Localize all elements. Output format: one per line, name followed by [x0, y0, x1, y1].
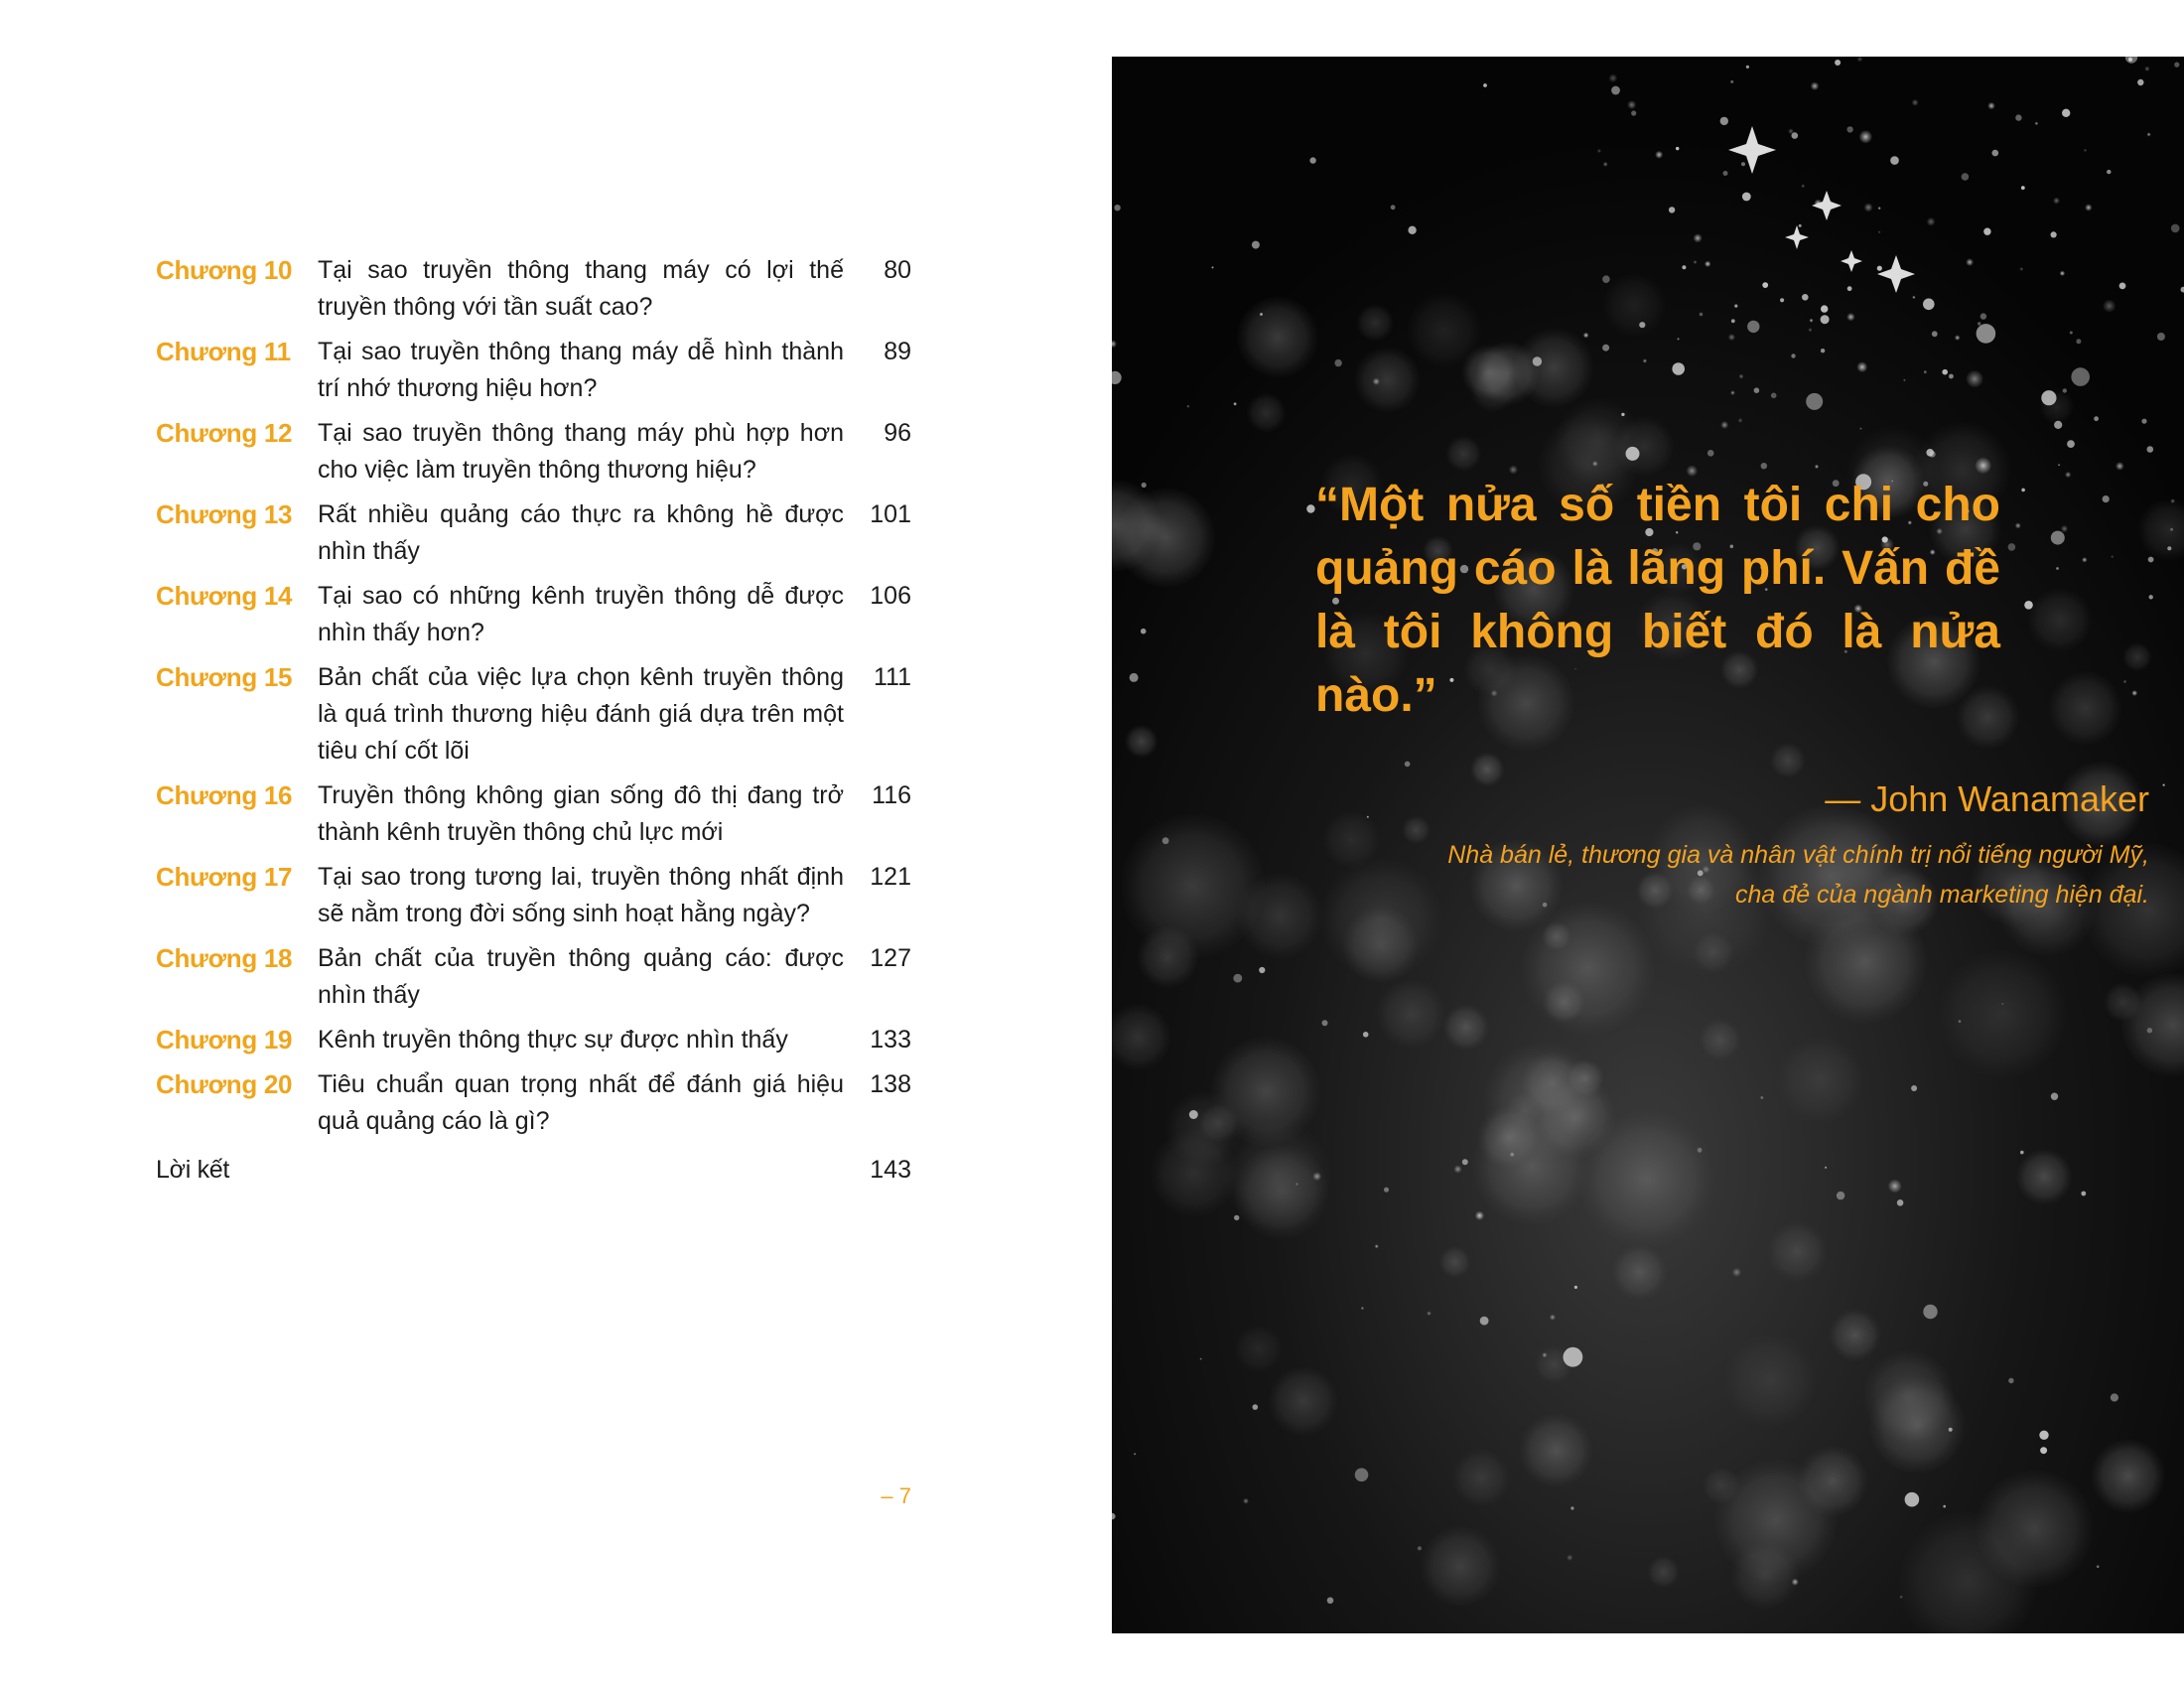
bokeh-orb	[1439, 1246, 1470, 1277]
bokeh-spark	[2141, 419, 2146, 424]
bokeh-spark	[1189, 1110, 1198, 1119]
bokeh-spark	[2041, 390, 2056, 405]
bokeh-orb	[1533, 1076, 1615, 1159]
bokeh-spark	[1809, 328, 1813, 332]
bokeh-spark	[1955, 335, 1960, 340]
bokeh-orb	[1612, 1244, 1668, 1300]
toc-entry	[156, 578, 911, 651]
bokeh-spark	[1877, 266, 1882, 271]
bokeh-spark	[1792, 1579, 1799, 1586]
bokeh-spark	[1835, 60, 1841, 66]
bokeh-spark	[1334, 359, 1341, 366]
bokeh-spark	[1306, 504, 1314, 512]
toc-page-number: 80	[884, 256, 911, 284]
bokeh-spark	[1259, 967, 1265, 973]
bokeh-spark	[2076, 339, 2081, 344]
toc-page-number: 116	[872, 781, 911, 809]
toc-entry-title: Tại sao truyền thông thang máy dễ hình thành trí nhớ thương hiệu hơn?	[318, 338, 844, 402]
bokeh-spark	[1792, 132, 1799, 139]
bokeh-spark	[1890, 156, 1899, 165]
bokeh-spark	[2170, 528, 2173, 531]
toc-chapter-label: Chương 17	[156, 862, 293, 892]
bokeh-spark	[1730, 390, 1735, 395]
bokeh-spark	[1905, 1492, 1920, 1507]
bokeh-spark	[1799, 224, 1802, 227]
bokeh-spark	[1626, 447, 1640, 461]
bokeh-spark	[1141, 629, 1147, 634]
toc-entry	[156, 659, 911, 770]
bokeh-spark	[1313, 1173, 1321, 1181]
bokeh-orb	[1237, 297, 1318, 378]
bokeh-spark	[2147, 132, 2151, 136]
toc-page-number: 143	[870, 1156, 911, 1184]
toc-entry	[156, 496, 911, 570]
quote-author: — John Wanamaker	[1825, 778, 2149, 819]
bokeh-orb	[1731, 1541, 1799, 1609]
toc-chapter-label: Chương 14	[156, 581, 293, 611]
bokeh-orb	[1211, 1037, 1320, 1146]
bokeh-spark	[1754, 387, 1760, 393]
toc-page-number: 106	[870, 582, 911, 610]
bokeh-spark	[1627, 100, 1636, 109]
bokeh-spark	[2051, 231, 2057, 237]
bokeh-spark	[2103, 300, 2116, 313]
bokeh-orb	[1797, 1446, 1867, 1516]
bokeh-spark	[1408, 226, 1416, 234]
bokeh-spark	[1811, 82, 1819, 90]
bokeh-spark	[1977, 324, 1996, 344]
bokeh-spark	[1791, 353, 1795, 357]
bokeh-spark	[2171, 224, 2180, 233]
bokeh-spark	[1592, 461, 1598, 467]
bokeh-spark	[2035, 122, 2039, 126]
toc-entry-title: Tại sao có những kênh truyền thông dễ được nhìn thấy hơn?	[318, 582, 844, 646]
bokeh-spark	[1966, 258, 1973, 265]
bokeh-spark	[2067, 440, 2075, 448]
toc-chapter-label: Chương 18	[156, 943, 293, 973]
toc-chapter-label: Chương 12	[156, 418, 293, 448]
toc-chapter-label: Chương 13	[156, 499, 293, 529]
bokeh-spark	[1186, 405, 1189, 408]
bokeh-spark	[1384, 1188, 1389, 1193]
bokeh-spark	[1980, 313, 1986, 319]
bokeh-spark	[1992, 150, 1999, 157]
bokeh-spark	[1738, 418, 1743, 423]
bokeh-spark	[1234, 1215, 1239, 1220]
bokeh-orb	[2104, 983, 2142, 1022]
bokeh-spark	[1542, 1352, 1547, 1357]
bokeh-orb	[1269, 1367, 1337, 1436]
bokeh-spark	[1639, 322, 1645, 328]
bokeh-orb	[1421, 1526, 1501, 1607]
bokeh-spark	[1943, 1505, 1946, 1508]
toc-page-number: 96	[884, 419, 911, 447]
bokeh-spark	[2094, 416, 2099, 421]
quote-photo-page	[1112, 57, 2184, 1633]
bokeh-spark	[2062, 109, 2070, 117]
bokeh-spark	[1978, 322, 1980, 325]
bokeh-spark	[1672, 362, 1685, 375]
bokeh-spark	[2107, 170, 2111, 174]
bokeh-spark	[1475, 1211, 1484, 1220]
toc-entry	[156, 334, 911, 407]
bokeh-spark	[1567, 1555, 1572, 1561]
bokeh-spark	[1212, 266, 1214, 268]
bokeh-spark	[2149, 595, 2153, 599]
toc-entry	[156, 1066, 911, 1140]
bokeh-spark	[2144, 67, 2149, 71]
bokeh-spark	[2051, 1093, 2058, 1100]
bokeh-spark	[2137, 79, 2143, 85]
bokeh-spark	[1669, 207, 1675, 212]
bokeh-orb	[1519, 1414, 1592, 1487]
bokeh-spark	[1682, 265, 1686, 269]
toc-page-number: 89	[884, 338, 911, 365]
bokeh-spark	[1676, 147, 1679, 150]
bokeh-orb	[1356, 304, 1393, 341]
bokeh-spark	[1899, 1596, 1902, 1599]
bokeh-spark	[1252, 241, 1260, 249]
bokeh-spark	[1243, 1498, 1249, 1504]
bokeh-spark	[1923, 299, 1935, 311]
toc-entry-title: Tiêu chuẩn quan trọng nhất để đánh giá hiệu quả quảng cáo là gì?	[318, 1070, 844, 1135]
bokeh-orb	[1829, 1309, 1880, 1360]
toc-entry	[156, 777, 911, 851]
bokeh-orb	[1452, 1450, 1510, 1507]
bokeh-spark	[1761, 463, 1767, 469]
bokeh-spark	[1959, 1020, 1962, 1023]
bokeh-orb	[1777, 1037, 1863, 1123]
table-of-contents	[156, 252, 911, 1196]
bokeh-spark	[1821, 305, 1828, 312]
bokeh-spark	[1837, 1192, 1844, 1199]
bokeh-spark	[2053, 198, 2060, 205]
bokeh-spark	[1742, 193, 1751, 202]
bokeh-spark	[1134, 1453, 1136, 1455]
quote-block	[1315, 474, 2149, 914]
bokeh-spark	[1373, 378, 1380, 385]
bokeh-spark	[1747, 321, 1759, 333]
bokeh-spark	[1949, 1428, 1953, 1432]
toc-entry	[156, 415, 911, 489]
bokeh-spark	[1732, 1268, 1741, 1277]
bokeh-spark	[1821, 349, 1825, 352]
bokeh-orb	[1125, 725, 1158, 758]
bokeh-spark	[1741, 162, 1745, 166]
toc-page-number: 127	[870, 944, 911, 972]
toc-page-number: 138	[870, 1070, 911, 1098]
bokeh-spark	[1760, 1096, 1763, 1099]
bokeh-spark	[1296, 1183, 1297, 1185]
bokeh-spark	[1806, 393, 1823, 410]
bokeh-spark	[2157, 333, 2165, 341]
bokeh-spark	[2015, 114, 2021, 120]
toc-entry	[156, 252, 911, 326]
bokeh-orb	[1556, 399, 1641, 485]
bokeh-spark	[1609, 74, 1617, 82]
toc-page-number: 101	[870, 500, 911, 528]
bokeh-orb	[1247, 393, 1286, 432]
bokeh-orb	[2016, 1149, 2072, 1204]
toc-entry-title: Kênh truyền thông thực sự được nhìn thấy	[318, 1026, 788, 1054]
bokeh-spark	[1746, 66, 1749, 69]
bokeh-spark	[1815, 465, 1819, 469]
bokeh-orb	[1237, 873, 1322, 958]
quote-text: “Một nửa số tiền tôi chi cho quảng cáo là lãng phí. Vấn đề là tôi không biết đó là nửa nào.”	[1315, 479, 2000, 722]
page-number-folio: – 7	[881, 1483, 911, 1508]
bokeh-spark	[1911, 1085, 1917, 1091]
bokeh-spark	[1723, 171, 1728, 176]
bokeh-spark	[1780, 298, 1784, 302]
bokeh-spark	[1130, 673, 1139, 682]
toc-chapter-label: Chương 10	[156, 255, 293, 285]
bokeh-spark	[1583, 333, 1588, 338]
bokeh-spark	[1932, 331, 1938, 337]
bokeh-spark	[2054, 421, 2062, 429]
bokeh-spark	[2063, 388, 2067, 392]
quote-description-line: cha đẻ của ngành marketing hiện đại.	[1735, 881, 2149, 909]
bokeh-spark	[1694, 260, 1698, 264]
bokeh-spark	[1361, 1307, 1364, 1310]
bokeh-orb	[1699, 1019, 1741, 1061]
bokeh-orb	[1648, 1556, 1680, 1588]
bokeh-spark	[1603, 162, 1608, 167]
bokeh-orb	[1939, 950, 2067, 1078]
bokeh-spark	[1912, 296, 1915, 299]
bokeh-spark	[2097, 1565, 2100, 1568]
toc-chapter-label: Chương 11	[156, 337, 291, 366]
bokeh-spark	[2081, 1192, 2086, 1196]
bokeh-spark	[1611, 86, 1620, 95]
bokeh-orb	[1603, 274, 1666, 337]
toc-entry	[156, 859, 911, 932]
bokeh-orb	[1767, 1222, 1827, 1282]
bokeh-orb	[1354, 348, 1420, 413]
bokeh-spark	[1927, 217, 1935, 225]
bokeh-spark	[1857, 362, 1867, 372]
bokeh-spark	[2170, 498, 2175, 503]
toc-entry-title: Bản chất của việc lựa chọn kênh truyền thông là quá trình thương hiệu đánh giá dựa trên một tiêu chí cốt lõi	[318, 663, 844, 765]
bokeh-spark	[1602, 345, 1609, 352]
bokeh-spark	[1762, 282, 1768, 288]
bokeh-spark	[2001, 1003, 2003, 1005]
bokeh-spark	[1720, 421, 1728, 429]
bokeh-spark	[1631, 110, 1636, 115]
bokeh-spark	[1162, 837, 1169, 844]
bokeh-spark	[2020, 267, 2024, 271]
toc-entry-title: Tại sao truyền thông thang máy phù hợp hơn cho việc làm truyền thông thương hiệu?	[318, 419, 844, 484]
bokeh-spark	[1550, 1315, 1556, 1321]
bokeh-spark	[1483, 83, 1487, 87]
bokeh-spark	[1987, 102, 1994, 109]
bokeh-spark	[1771, 393, 1777, 399]
toc-closing-label: Lời kết	[156, 1156, 230, 1184]
bokeh-spark	[1846, 313, 1854, 321]
bokeh-spark	[1730, 80, 1733, 83]
bokeh-orb	[1377, 979, 1445, 1048]
bokeh-orb	[1724, 1335, 1817, 1427]
bokeh-spark	[1655, 151, 1663, 159]
bokeh-spark	[1705, 261, 1710, 267]
bokeh-spark	[2174, 63, 2179, 68]
bokeh-spark	[1942, 369, 1948, 375]
bokeh-spark	[1859, 427, 1861, 429]
bokeh-spark	[1698, 1148, 1703, 1153]
bokeh-spark	[1846, 126, 1852, 132]
bokeh-spark	[1967, 370, 1983, 387]
bokeh-spark	[1574, 1286, 1577, 1289]
toc-entry-title: Truyền thông không gian sống đô thị đang trở thành kênh truyền thông chủ lực mới	[318, 781, 844, 846]
toc-entry	[156, 940, 911, 1014]
bokeh-spark	[1878, 208, 1880, 210]
toc-page-number: 121	[870, 863, 911, 891]
bokeh-spark	[1564, 1347, 1583, 1367]
bokeh-spark	[1700, 313, 1704, 317]
bokeh-spark	[1825, 1167, 1827, 1169]
bokeh-spark	[1801, 185, 1805, 189]
bokeh-spark	[2071, 367, 2090, 386]
bokeh-spark	[1643, 358, 1647, 362]
bokeh-spark	[1926, 449, 1934, 457]
bokeh-spark	[2119, 283, 2126, 290]
toc-chapter-label: Chương 15	[156, 662, 293, 692]
bokeh-spark	[1602, 275, 1610, 283]
bokeh-spark	[2008, 1378, 2013, 1383]
bokeh-spark	[1888, 1180, 1901, 1193]
toc-entry-title: Tại sao truyền thông thang máy có lợi thế truyền thông với tần suất cao?	[318, 256, 844, 321]
toc-entry-title: Bản chất của truyền thông quảng cáo: được nhìn thấy	[318, 944, 844, 1009]
bokeh-orb	[1869, 1377, 1965, 1473]
bokeh-orb	[1407, 293, 1481, 367]
bokeh-spark	[2039, 1431, 2048, 1440]
bokeh-spark	[1327, 1598, 1334, 1605]
bokeh-spark	[1462, 1159, 1468, 1165]
bokeh-spark	[1983, 228, 1990, 235]
bokeh-spark	[1731, 319, 1735, 323]
bokeh-spark	[1597, 149, 1601, 153]
bokeh-spark	[1355, 1469, 1369, 1482]
bokeh-spark	[2040, 1447, 2047, 1454]
quote-description-line: Nhà bán lẻ, thương gia và nhân vật chính trị nổi tiếng người Mỹ,	[1447, 841, 2149, 869]
bokeh-spark	[1976, 458, 1991, 474]
bokeh-spark	[1728, 334, 1735, 341]
toc-chapter-label: Chương 16	[156, 780, 293, 810]
bokeh-spark	[1510, 1152, 1515, 1157]
bokeh-spark	[1114, 205, 1120, 211]
bokeh-spark	[1509, 466, 1518, 475]
bokeh-orb	[1446, 436, 1482, 472]
bokeh-spark	[1621, 413, 1624, 416]
bokeh-spark	[1912, 99, 1919, 106]
bokeh-spark	[1924, 370, 1927, 373]
bokeh-spark	[1375, 1244, 1379, 1248]
bokeh-spark	[1739, 374, 1744, 379]
bokeh-spark	[1233, 974, 1242, 983]
bokeh-spark	[1427, 1312, 1431, 1316]
bokeh-spark	[1903, 379, 1905, 381]
bokeh-spark	[1923, 1305, 1937, 1319]
bokeh-spark	[1864, 204, 1873, 212]
toc-chapter-label: Chương 20	[156, 1069, 293, 1099]
bokeh-spark	[1949, 374, 1954, 379]
bokeh-spark	[1454, 1166, 1462, 1174]
bokeh-spark	[2084, 149, 2087, 152]
bokeh-spark	[1802, 294, 1809, 301]
bokeh-spark	[1810, 319, 1814, 323]
bokeh-spark	[1480, 1317, 1489, 1326]
bokeh-spark	[1234, 402, 1237, 405]
toc-entry	[156, 1022, 911, 1058]
bokeh-spark	[2116, 462, 2123, 470]
bokeh-spark	[1253, 1404, 1259, 1410]
bokeh-spark	[1322, 1020, 1328, 1026]
bokeh-orb	[1235, 1326, 1283, 1373]
toc-chapter-label: Chương 19	[156, 1025, 293, 1055]
bokeh-spark	[1391, 205, 1396, 210]
bokeh-spark	[1260, 313, 1263, 316]
bokeh-spark	[1533, 356, 1542, 365]
bokeh-spark	[2085, 205, 2092, 211]
toc-entry-title: Rất nhiều quảng cáo thực ra không hề được nhìn thấy	[318, 500, 844, 565]
bokeh-spark	[2021, 186, 2025, 190]
bokeh-spark	[2060, 271, 2065, 276]
bokeh-spark	[1363, 1032, 1369, 1038]
bokeh-spark	[1897, 1199, 1904, 1206]
bokeh-spark	[2058, 464, 2060, 466]
bokeh-orb	[1443, 1004, 1489, 1050]
bokeh-spark	[1734, 305, 1737, 308]
bokeh-orb	[2092, 1440, 2165, 1513]
bokeh-spark	[1720, 117, 1728, 125]
toc-page-number: 111	[873, 663, 911, 691]
bokeh-spark	[2111, 1393, 2118, 1401]
toc-entry-title: Tại sao trong tương lai, truyền thông nhất định sẽ nằm trong đời sống sinh hoạt hằng ngày?	[318, 863, 844, 927]
bokeh-orb	[1477, 1106, 1541, 1170]
bokeh-spark	[1418, 1546, 1422, 1550]
bokeh-spark	[1878, 230, 1881, 233]
bokeh-orb	[1522, 902, 1655, 1035]
quote-author-description	[1315, 835, 2149, 914]
bokeh-spark	[1707, 450, 1714, 457]
bokeh-spark	[1694, 234, 1703, 243]
bokeh-spark	[1570, 1506, 1573, 1509]
bokeh-spark	[2167, 546, 2171, 550]
bokeh-spark	[1309, 157, 1315, 163]
bokeh-spark	[1859, 130, 1872, 143]
bokeh-spark	[1142, 483, 1147, 488]
toc-closing-entry	[156, 1152, 911, 1189]
bokeh-spark	[1847, 286, 1852, 291]
bokeh-spark	[2147, 1028, 2152, 1033]
bokeh-spark	[2020, 1151, 2024, 1155]
bokeh-spark	[1821, 315, 1830, 324]
bokeh-spark	[2163, 784, 2165, 786]
bokeh-spark	[1199, 1357, 1201, 1359]
bokeh-spark	[1678, 338, 1680, 340]
bokeh-spark	[2147, 446, 2154, 453]
bokeh-spark	[2070, 332, 2073, 335]
bokeh-spark	[1962, 173, 1970, 181]
toc-page-number: 133	[870, 1026, 911, 1054]
